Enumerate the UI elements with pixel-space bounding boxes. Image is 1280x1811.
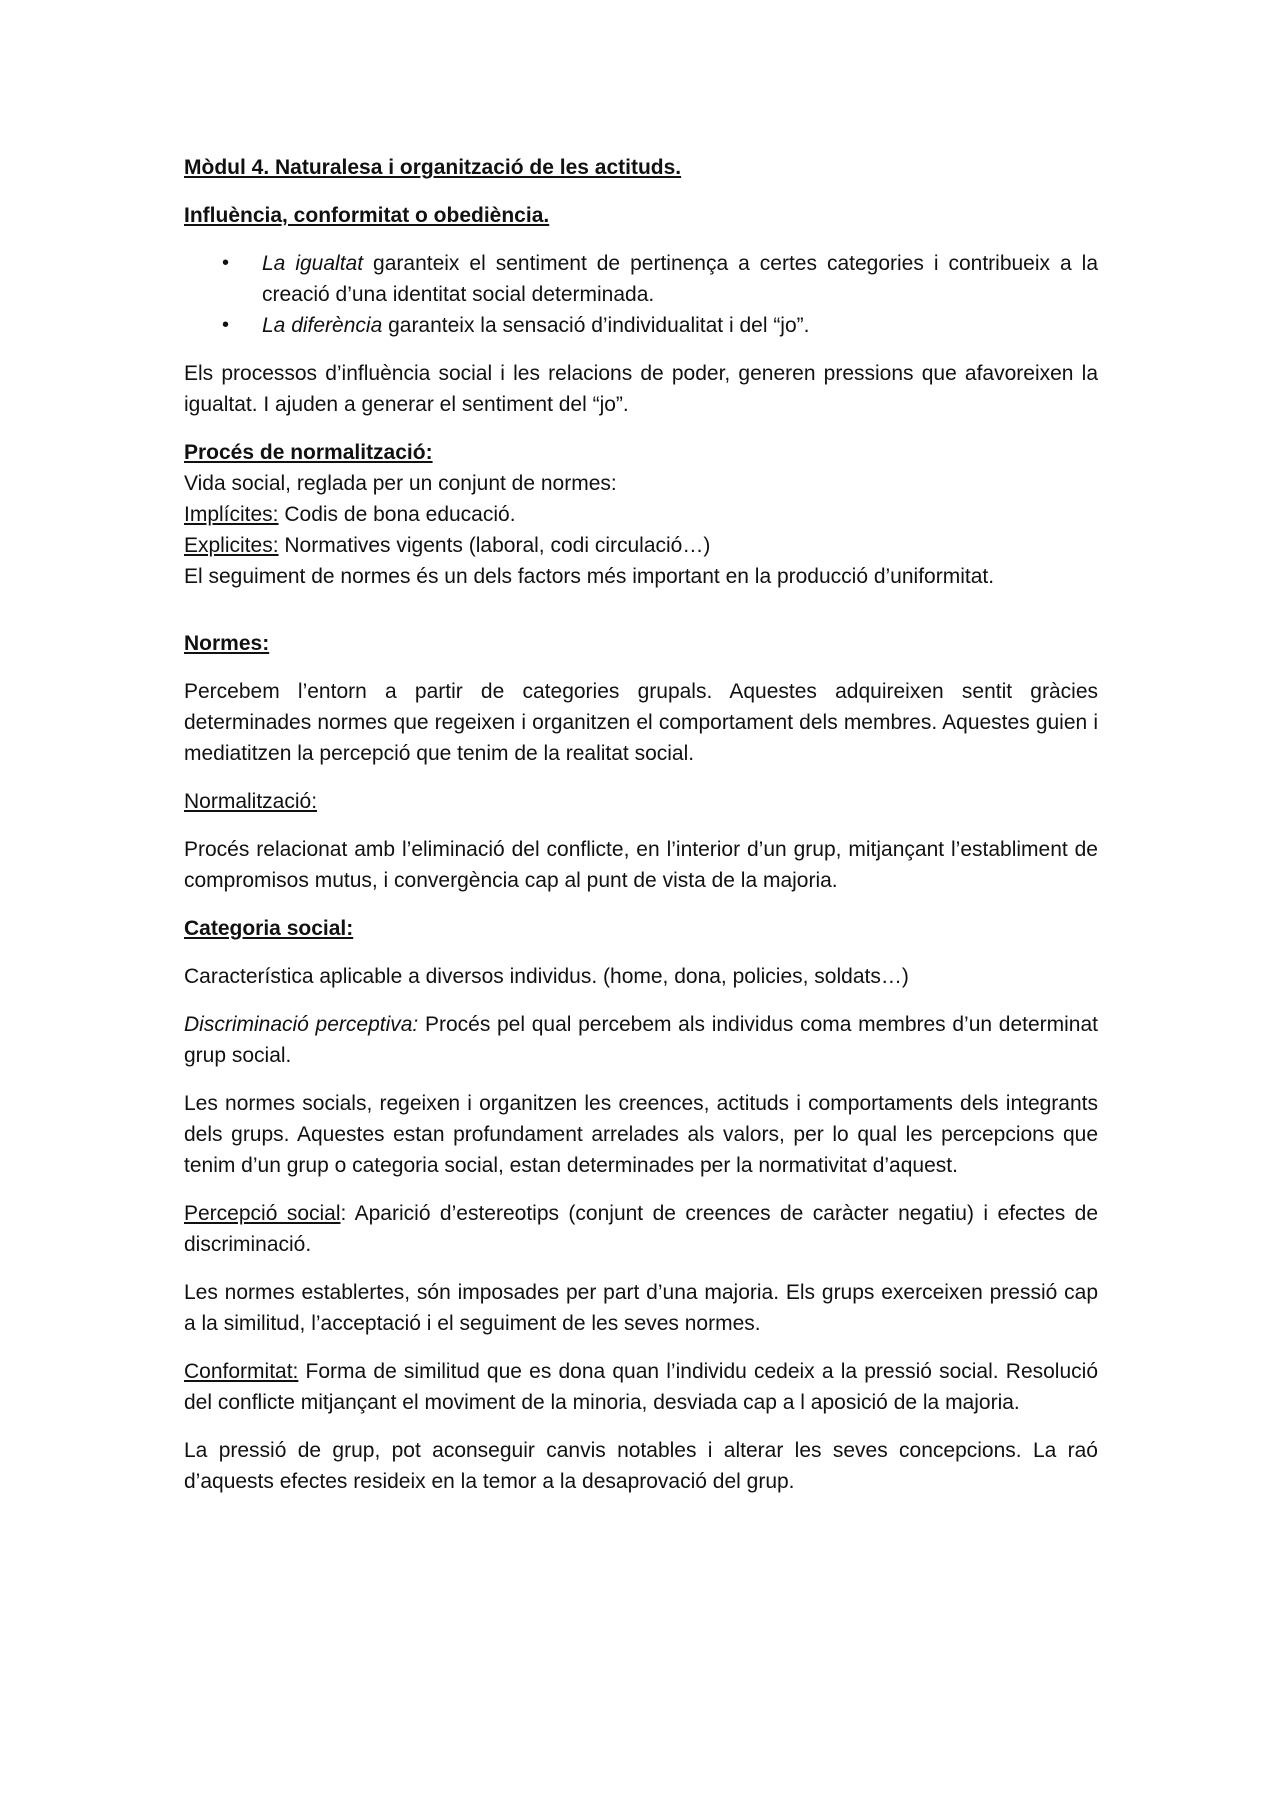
section-heading-normalization: Normalització:	[184, 790, 318, 813]
bullet-list	[184, 248, 1098, 341]
text-line: Implícites: Codis de bona educació.	[184, 503, 516, 526]
paragraph-normes: Percebem l’entorn a partir de categories grupals. Aquestes adquireixen sentit gràcies determinades normes que regeixen i organitzen el comportament dels membres. Aquestes guien i mediatitzen la percepció que tenim de la realitat social.	[184, 680, 1098, 765]
bullet-icon: •	[222, 252, 230, 274]
section-heading-influence: Influència, conformitat o obediència.	[184, 204, 550, 227]
text-line: Vida social, reglada per un conjunt de normes:	[184, 472, 617, 495]
paragraph-group-pressure: La pressió de grup, pot aconseguir canvis notables i alterar les seves concepcions. La raó d’aquests efectes resideix en la temor a la desaprovació del grup.	[184, 1439, 1098, 1493]
section-heading-normes: Normes:	[184, 632, 270, 655]
text-line: El seguiment de normes és un dels factors més important en la producció d’uniformitat.	[184, 565, 995, 588]
paragraph-normalization: Procés relacionat amb l’eliminació del conflicte, en l’interior d’un grup, mitjançant l’establiment de compromisos mutus, i convergència cap al punt de vista de la majoria.	[184, 838, 1098, 892]
paragraph-established-norms: Les normes establertes, són imposades per part d’una majoria. Els grups exerceixen pressió cap a la similitud, l’acceptació i el seguiment de les seves normes.	[184, 1281, 1098, 1335]
list-item: • La igualtat garanteix el sentiment de pertinença a certes categories i contribueix a la creació d’una identitat social determinada.	[184, 248, 1098, 310]
section-heading: Procés de normalització:	[184, 441, 433, 464]
list-item: • La diferència garanteix la sensació d’individualitat i del “jo”.	[184, 310, 1098, 341]
paragraph-influence: Els processos d’influència social i les relacions de poder, generen pressions que afavoreixen la igualtat. I ajuden a generar el sentiment del “jo”.	[184, 362, 1098, 416]
paragraph-category: Característica aplicable a diversos individus. (home, dona, policies, soldats…)	[184, 965, 909, 988]
section-normalization-process	[184, 437, 1098, 592]
document-body	[184, 152, 1098, 1514]
section-heading-category: Categoria social:	[184, 917, 354, 940]
text-line: Explicites: Normatives vigents (laboral, codi circulació…)	[184, 534, 711, 557]
paragraph-social-perception: Percepció social: Aparició d’estereotips (conjunt de creences de caràcter negatiu) i efectes de discriminació.	[184, 1202, 1098, 1256]
paragraph-conformity: Conformitat: Forma de similitud que es dona quan l’individu cedeix a la pressió social. Resolució del conflicte mitjançant el moviment de la minoria, desviada cap a l aposició de la majoria.	[184, 1360, 1098, 1414]
document-title: Mòdul 4. Naturalesa i organització de les actituds.	[184, 156, 682, 179]
paragraph-social-norms: Les normes socials, regeixen i organitzen les creences, actituds i comportaments dels integrants dels grups. Aquestes estan profundament arrelades als valors, per lo qual les percepcions que tenim d’un grup o categoria social, estan determinades per la normativitat d’aquest.	[184, 1092, 1098, 1177]
bullet-icon: •	[222, 314, 230, 336]
paragraph-discrimination: Discriminació perceptiva: Procés pel qual percebem als individus coma membres d’un determinat grup social.	[184, 1013, 1098, 1067]
